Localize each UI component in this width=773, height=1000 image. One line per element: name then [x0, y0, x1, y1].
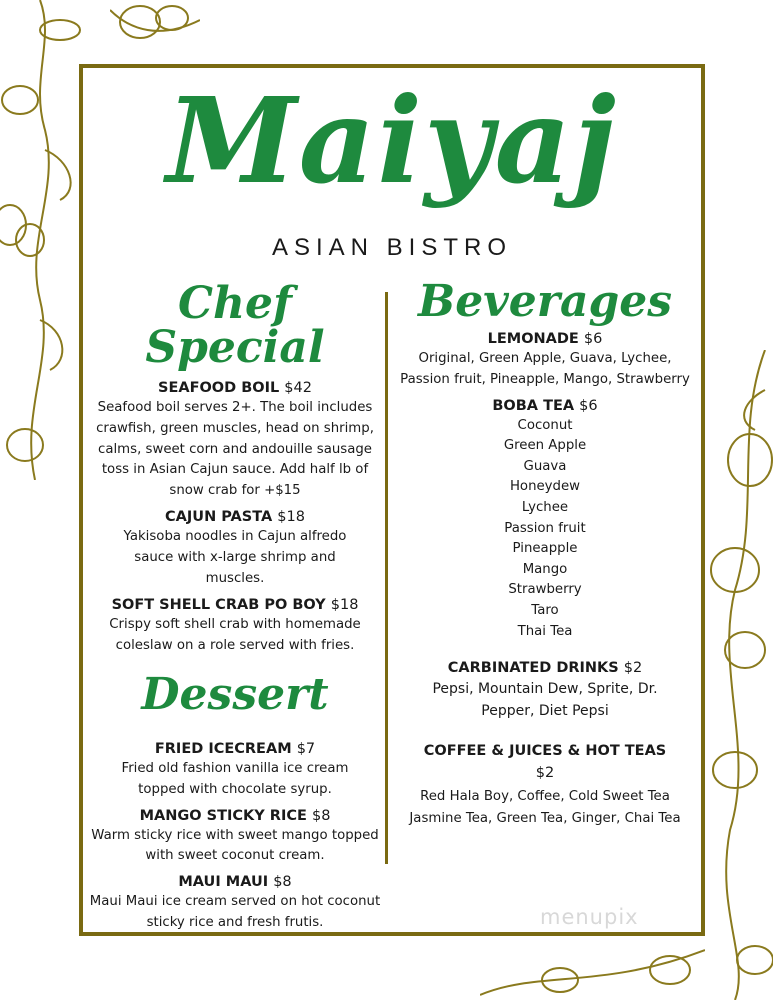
restaurant-logo: Maiyaj: [166, 71, 618, 210]
item-description: Pepsi, Mountain Dew, Sprite, Dr. Pepper, Diet Pepsi: [432, 681, 658, 720]
item-price: $7: [296, 740, 316, 757]
item-name: SOFT SHELL CRAB PO BOY: [111, 597, 326, 614]
right-column: [395, 272, 695, 830]
list-item: Lychee: [521, 499, 569, 515]
list-item: Passion fruit: [504, 520, 586, 536]
floral-decoration-top: [110, 0, 200, 50]
list-item: Mango: [522, 561, 568, 577]
item-description: Fried old fashion vanilla ice cream topped with chocolate syrup.: [121, 760, 349, 797]
item-description: Yakisoba noodles in Cajun alfredo sauce with x-large shrimp and muscles.: [123, 528, 347, 586]
item-price: $6: [579, 397, 598, 414]
list-item: Strawberry: [508, 582, 582, 598]
menu-frame: [79, 64, 705, 936]
section-title-chef-special: Chef Special: [145, 278, 325, 373]
column-divider: [385, 292, 388, 864]
left-column: [89, 272, 381, 934]
item-price: $8: [311, 807, 331, 824]
item-price: $8: [273, 874, 292, 891]
menu-item: [395, 396, 695, 643]
item-name: BOBA TEA: [492, 397, 575, 414]
section-title-dessert: Dessert: [141, 668, 329, 720]
item-price: $6: [583, 331, 603, 347]
menu-item: [89, 806, 381, 868]
list-item: Coconut: [517, 417, 573, 433]
menu-item: [395, 658, 695, 722]
item-description: Crispy soft shell crab with homemade coleslaw on a role served with fries.: [109, 617, 361, 654]
list-item: Green Apple: [503, 438, 587, 454]
flavor-list: [395, 416, 695, 643]
item-description: Seafood boil serves 2+. The boil includes crawfish, green muscles, head on shrimp, calms, sweet corn and andouille sausage toss in Asian Cajun sauce. Add half lb of snow crab for +$15: [96, 400, 374, 499]
list-item: Taro: [531, 602, 559, 618]
list-item: Honeydew: [509, 479, 581, 495]
item-description: Original, Green Apple, Guava, Lychee, Passion fruit, Pineapple, Mango, Strawberry: [400, 351, 690, 387]
section-title-beverages: Beverages: [418, 276, 672, 327]
item-description: Maui Maui ice cream served on hot coconut sticky rice and fresh frutis.: [89, 894, 381, 930]
menu-item: [89, 595, 381, 657]
menu-item: [395, 740, 695, 830]
item-price: $42: [284, 380, 312, 396]
item-name: FRIED ICECREAM: [154, 740, 292, 757]
menu-item: [89, 739, 381, 801]
item-name: CARBINATED DRINKS: [447, 660, 619, 677]
item-price: $18: [330, 597, 359, 614]
item-name: LEMONADE: [487, 331, 579, 347]
menu-item: [89, 872, 381, 934]
item-name: MANGO STICKY RICE: [139, 807, 307, 824]
restaurant-subtitle: ASIAN BISTRO: [271, 234, 513, 261]
menu-item: [89, 378, 381, 502]
menu-item: [89, 507, 381, 589]
list-item: Pineapple: [512, 541, 578, 557]
floral-decoration-right: [705, 350, 773, 1000]
item-name: COFFEE & JUICES & HOT TEAS: [423, 743, 667, 760]
watermark-logo: menupix: [540, 905, 639, 929]
floral-decoration-top-left: [0, 0, 90, 480]
list-item: Thai Tea: [517, 623, 573, 639]
item-name: CAJUN PASTA: [165, 508, 273, 525]
menu-item: [395, 329, 695, 391]
item-price: $2: [623, 660, 643, 677]
item-price: $18: [277, 508, 305, 525]
item-price: $2: [535, 765, 555, 782]
item-description: Warm sticky rice with sweet mango topped with sweet coconut cream.: [91, 827, 379, 864]
item-name: MAUI MAUI: [178, 874, 269, 891]
floral-decoration-bottom: [480, 940, 705, 1000]
item-name: SEAFOOD BOIL: [158, 380, 280, 396]
list-item: Guava: [523, 458, 567, 474]
item-description: Red Hala Boy, Coffee, Cold Sweet Tea Jasmine Tea, Green Tea, Ginger, Chai Tea: [409, 789, 681, 827]
